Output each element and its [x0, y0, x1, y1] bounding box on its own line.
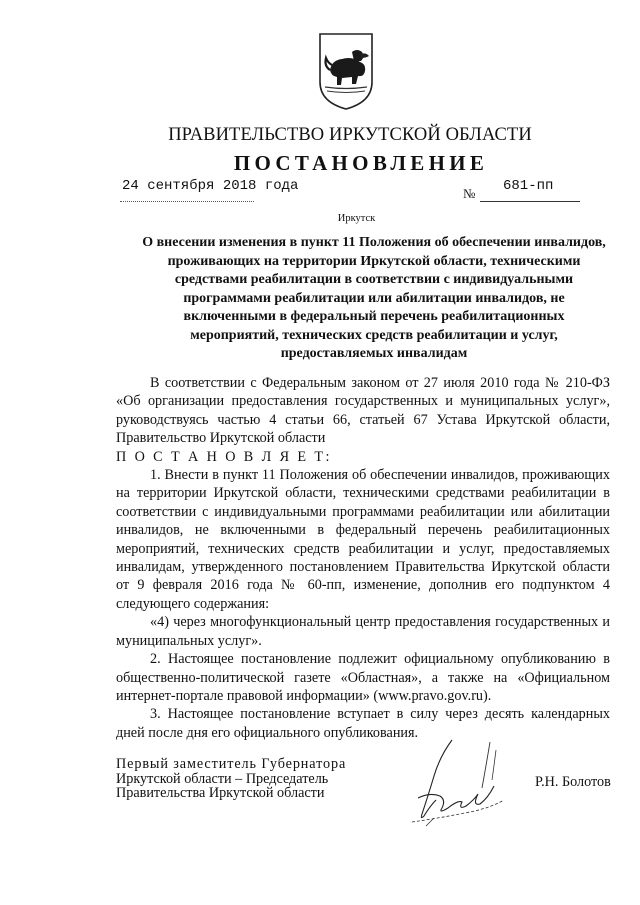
- document-number: 681-пп: [503, 178, 554, 194]
- signer-position-line: Иркутской области – Председатель: [116, 770, 329, 787]
- document-city: Иркутск: [337, 213, 376, 224]
- resolve-word: П О С Т А Н О В Л Я Е Т:: [116, 448, 332, 465]
- document-heading: [118, 234, 630, 364]
- number-underline: [480, 201, 580, 202]
- heading-line: включенными в федеральный перечень реабилитационных: [183, 309, 565, 324]
- item-3-paragraph: 3. Настоящее постановление вступает в силу через десять календарных дней после дня его официального опубликования.: [116, 706, 610, 741]
- document-date: 24 сентября 2018 года: [122, 178, 299, 194]
- item-1-paragraph: 1. Внести в пункт 11 Положения об обеспечении инвалидов, проживающих на территории Иркутской области, техническими средствами реабилитации в соответствии с индивидуальными программами реабилитации или абилитации инвалидов, не включенными в федеральный перечень реабилитационных мероприятий, технических средств реабилитации и услуг, предоставляемых инвалидам, утвержденного постановлением Правительства Иркутской области от 9 февраля 2016 года № 60-пп, изменение, дополнив его подпунктом 4 следующего содержания:: [116, 467, 610, 612]
- heading-line: О внесении изменения в пункт 11 Положения об обеспечении инвалидов,: [142, 235, 606, 250]
- heading-line: средствами реабилитации в соответствии с индивидуальными: [174, 272, 574, 287]
- date-underline: [120, 201, 254, 202]
- heading-line: мероприятий, технических средств реабилитации и услуг,: [190, 327, 558, 343]
- document-type: ПОСТАНОВЛЕНИЕ: [233, 151, 489, 175]
- handwritten-signature: [400, 736, 510, 828]
- heading-line: программами реабилитации или абилитации инвалидов, не: [183, 290, 565, 306]
- heading-line: проживающих на территории Иркутской области, техническими: [167, 253, 581, 269]
- number-sign: №: [463, 186, 476, 201]
- signer-name: Р.Н. Болотов: [535, 774, 611, 790]
- government-title: ПРАВИТЕЛЬСТВО ИРКУТСКОЙ ОБЛАСТИ: [168, 125, 532, 145]
- item-1-subclause: «4) через многофункциональный центр предоставления государственных и муниципальных услуг».: [116, 614, 610, 649]
- preamble-paragraph: В соответствии с Федеральным законом от 27 июля 2010 года № 210-ФЗ «Об организации предоставления государственных и муниципальных услуг», руководствуясь частью 4 статьи 66, статьей 67 Устава Иркутской области, Правительство Иркутской области: [116, 375, 610, 447]
- item-2-paragraph: 2. Настоящее постановление подлежит официальному опубликованию в общественно-политической газете «Областная», а также на «Официальном интернет-портале правовой информации» (www.pravo.gov.ru).: [116, 651, 610, 704]
- signer-position-line: Первый заместитель Губернатора: [116, 756, 347, 772]
- coat-of-arms-emblem: [316, 30, 376, 112]
- signer-position: [116, 757, 376, 801]
- document-body: [116, 374, 610, 742]
- heading-line: предоставляемых инвалидам: [280, 346, 468, 361]
- signer-position-line: Правительства Иркутской области: [116, 785, 325, 801]
